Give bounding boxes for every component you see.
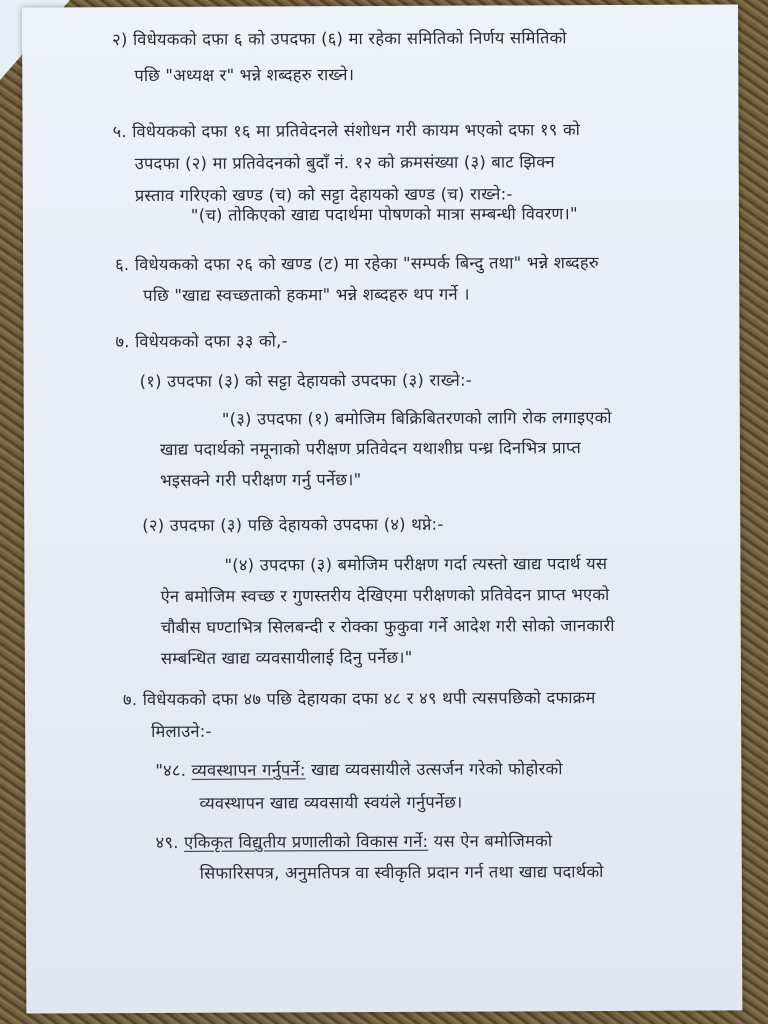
- item2-line1: २) विधेयकको दफा ६ को उपदफा (६) मा रहेका समितिको निर्णय समितिको: [112, 28, 567, 50]
- section49-number: ४९.: [155, 832, 185, 852]
- item5-line3: प्रस्ताव गरिएको खण्ड (च) को सट्टा देहायको खण्ड (च) राख्ने:-: [134, 184, 513, 206]
- item7a-line1: ७. विधेयकको दफा ३३ को,-: [115, 331, 288, 352]
- item6-line2: पछि "खाद्य स्वच्छताको हकमा" भन्ने शब्दहरु थप गर्ने ।: [143, 284, 470, 306]
- item2-line2: पछि "अध्यक्ष र" भन्ने शब्दहरु राख्ने।: [134, 65, 355, 86]
- item5-quote: "(च) तोकिएको खाद्य पदार्थमा पोषणको मात्रा सम्बन्धी विवरण।": [190, 204, 578, 225]
- section49-text: यस ऐन बमोजिमको: [428, 831, 553, 851]
- item7a-sub1-quote-3: भइसक्ने गरी परीक्षण गर्नु पर्नेछ।": [160, 470, 362, 490]
- item7b-line2: मिलाउने:-: [151, 721, 212, 742]
- item7b-line1: ७. विधेयकको दफा ४७ पछि देहायका दफा ४८ र ४९ थपी त्यसपछिको दफाक्रम: [122, 688, 596, 710]
- item7a-sub1-quote-1: "(३) उपदफा (१) बमोजिम बिक्रिबितरणको लागि रोक लगाइएको: [221, 407, 612, 429]
- section48-title: व्यवस्थापन गर्नुपर्ने:: [191, 760, 306, 780]
- item7a-sub1-head: (१) उपदफा (३) को सट्टा देहायको उपदफा (३) राख्ने:-: [139, 370, 472, 392]
- item6-line1: ६. विधेयकको दफा २६ को खण्ड (ट) मा रहेका "सम्पर्क बिन्दु तथा" भन्ने शब्दहरु: [115, 253, 599, 275]
- item7a-sub2-quote-3: चौबीस घण्टाभित्र सिलबन्दी र रोक्का फुकुवा गर्ने आदेश गरी सोको जानकारी: [160, 615, 615, 637]
- section48-text: खाद्य व्यवसायीले उत्सर्जन गरेको फोहोरको: [305, 759, 563, 780]
- item5-line1: ५. विधेयकको दफा १६ मा प्रतिवेदनले संशोधन गरी कायम भएको दफा १९ को: [112, 120, 581, 142]
- section49-line2: सिफारिसपत्र, अनुमतिपत्र वा स्वीकृति प्रदान गर्न तथा खाद्य पदार्थको: [199, 862, 604, 883]
- document-page: [22, 4, 742, 1013]
- item7a-sub2-head: (२) उपदफा (३) पछि देहायको उपदफा (४) थप्ने:-: [142, 514, 444, 536]
- item7a-sub2-quote-4: सम्बन्धित खाद्य व्यवसायीलाई दिनु पर्नेछ।": [160, 647, 413, 668]
- item7a-sub2-quote-2: ऐन बमोजिम स्वच्छ र गुणस्तरीय देखिएमा परीक्षणको प्रतिवेदन प्राप्त भएको: [160, 585, 610, 606]
- section48-number: "४८.: [155, 760, 192, 780]
- section49-heading-line: [156, 828, 553, 853]
- section48-line2: व्यवस्थापन खाद्य व्यवसायी स्वयंले गर्नुपर्नेछ।: [199, 792, 463, 813]
- item7a-sub1-quote-2: खाद्य पदार्थको नमूनाको परीक्षण प्रतिवेदन यथाशीघ्र पन्ध्र दिनभित्र प्राप्त: [159, 438, 581, 459]
- section49-title: एकिकृत विद्युतीय प्रणालीको विकास गर्ने:: [184, 831, 429, 852]
- item7a-sub2-quote-1: "(४) उपदफा (३) बमोजिम परीक्षण गर्दा त्यस्तो खाद्य पदार्थ यस: [224, 554, 608, 575]
- item5-line2: उपदफा (२) मा प्रतिवेदनको बुदाँ नं. १२ को क्रमसंख्या (३) बाट झिक्न: [134, 152, 555, 174]
- section48-heading-line: [155, 756, 562, 781]
